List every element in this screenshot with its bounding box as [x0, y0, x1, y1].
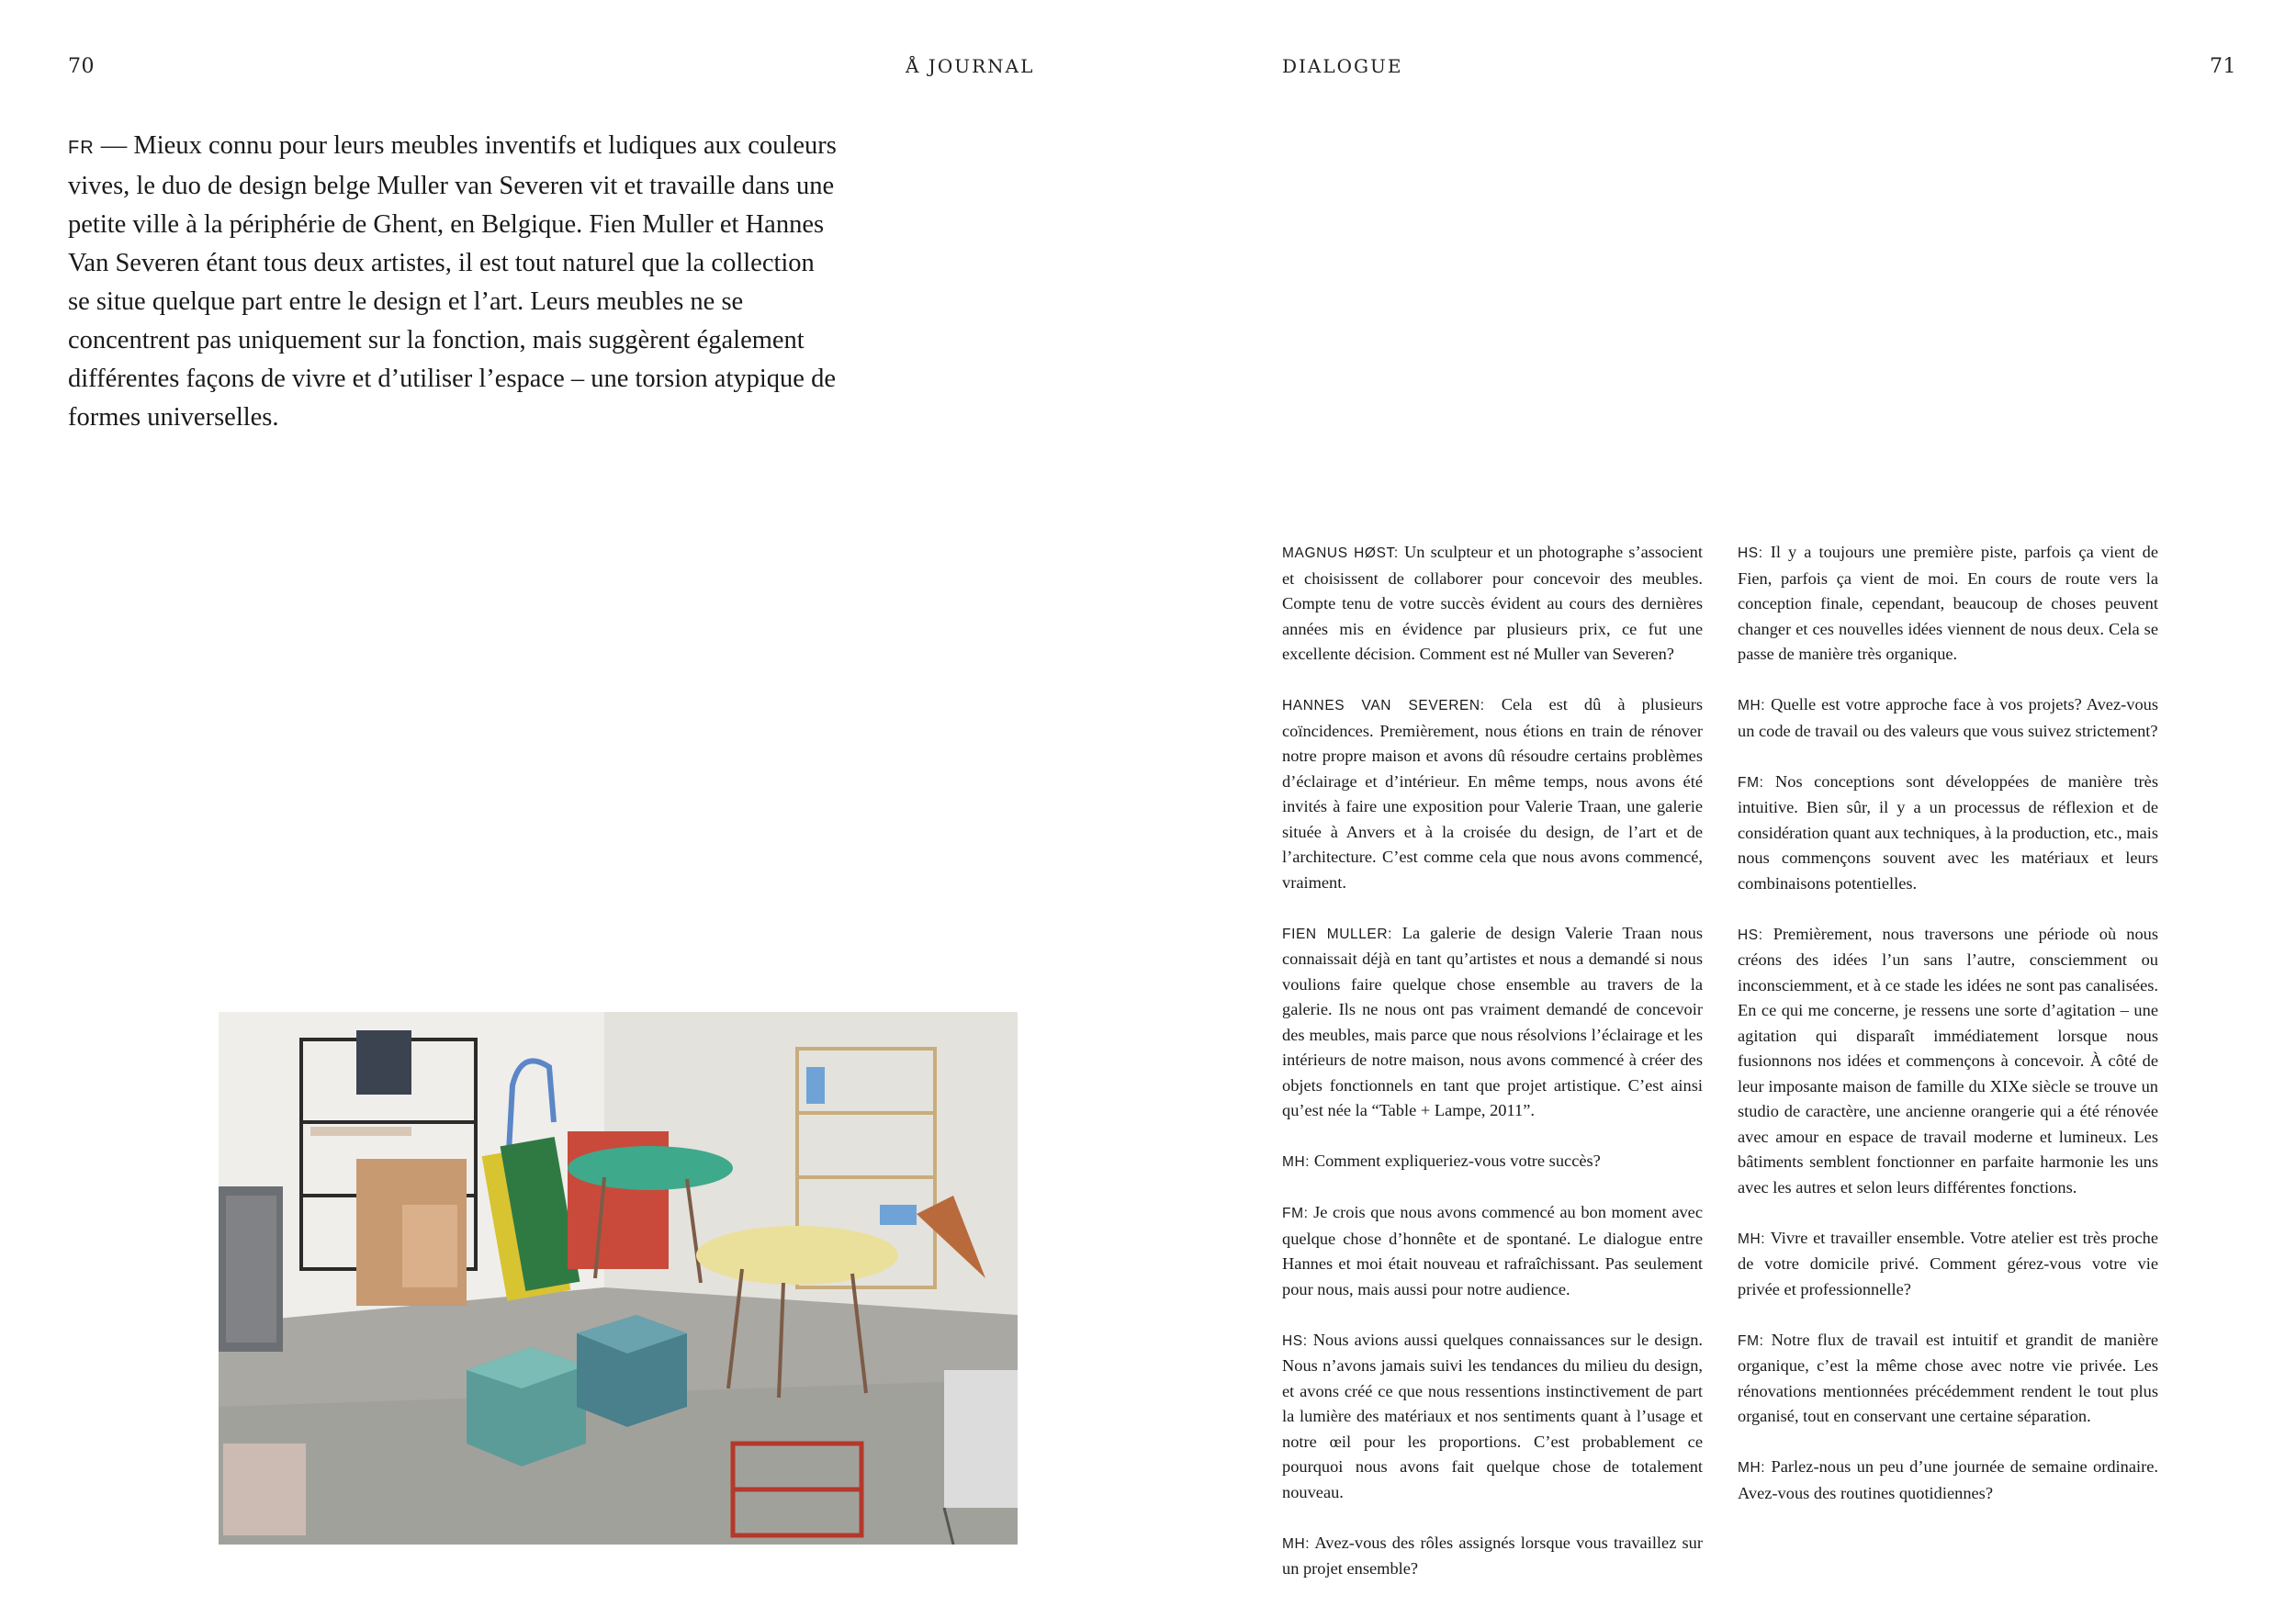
dialogue-text: Premièrement, nous traversons une période où nous créons des idées l’un sans l’autre, consciemment ou inconsciemment, et à ce stade les idées ne sont pas canalisées. En ce qui me concerne, je ressens une sorte d’agitation – une agitation qui disparaît immédiatement lorsque nous fusionnons nos idées et commençons à concevoir. À côté de leur imposante maison de famille du XIXe siècle se trouve un studio de caractère, une ancienne orangerie qui a été rénovée avec amour en espace de travail moderne et lumineux. Les bâtiments semblent fonctionner en parfaite harmonie les uns avec les autres et selon leurs différentes fonctions. [1738, 924, 2158, 1197]
dialogue-paragraph [1738, 1455, 2158, 1506]
dialogue-paragraph [1738, 692, 2158, 744]
speaker-label: HS: [1282, 1332, 1308, 1349]
left-running-head: Å JOURNAL [906, 55, 1035, 77]
right-page-number: 71 [2210, 55, 2236, 78]
dialogue-text: La galerie de design Valerie Traan nous connaissait déjà en tant qu’artistes et nous a demandé si nous voulions faire quelque chose ensemble au travers de la galerie. Ils ne nous ont pas vraiment demandé de concevoir des meubles, mais parce que nous résolvions l’éclairage et les intérieurs de notre maison, nous avons commencé à créer des objets fonctionnels en tant que projet artistique. C’est ainsi qu’est née la “Table + Lampe, 2011”. [1282, 923, 1703, 1119]
dialogue-text: Quelle est votre approche face à vos projets? Avez-vous un code de travail ou des valeurs que vous suivez strictement? [1738, 695, 2158, 740]
furniture-gallery-photo-icon [219, 1012, 1018, 1545]
gallery-photo [219, 1012, 1018, 1545]
speaker-label: MH: [1738, 1230, 1766, 1247]
dialogue-text: Je crois que nous avons commencé au bon moment avec quelque chose d’honnête et de spontané. Le dialogue entre Hannes et moi était nouveau et rafraîchissant. Pas seulement pour nous, mais aussi pour notre audience. [1282, 1203, 1703, 1298]
dialogue-text: Il y a toujours une première piste, parfois ça vient de Fien, parfois ça vient de moi. En cours de route vers la conception finale, cependant, beaucoup de choses peuvent changer et ces nouvelles idées viennent de nous deux. Cela se passe de manière très organique. [1738, 543, 2158, 663]
speaker-label: HANNES VAN SEVEREN: [1282, 698, 1485, 713]
dialogue-text: Avez-vous des rôles assignés lorsque vous travaillez sur un projet ensemble? [1282, 1533, 1703, 1578]
speaker-label: MH: [1738, 1460, 1766, 1476]
dialogue-column-2 [1738, 540, 2158, 1532]
dialogue-text: Comment expliqueriez-vous votre succès? [1310, 1152, 1601, 1170]
dialogue-text: Nos conceptions sont développées de manière très intuitive. Bien sûr, il y a un processus de réflexion et de considération quant aux techniques, à la production, etc., mais nous commençons souvent avec les matériaux et leurs combinaisons potentielles. [1738, 771, 2158, 893]
dialogue-column-1 [1282, 540, 1703, 1607]
left-page-number: 70 [68, 55, 95, 78]
intro-language-tag: FR [68, 138, 95, 158]
intro-dash: — [94, 131, 134, 160]
dialogue-paragraph [1738, 540, 2158, 668]
speaker-label: MH: [1282, 1154, 1311, 1170]
dialogue-paragraph [1282, 692, 1703, 895]
speaker-label: FIEN MULLER: [1282, 926, 1393, 942]
intro-text: Mieux connu pour leurs meubles inventifs et ludiques aux couleurs vives, le duo de design belge Muller van Severen vit et travaille dans une petite ville à la périphérie de Ghent, en Belgique. Fien Muller et Hannes Van Severen étant tous deux artistes, il est tout naturel que la collection se situe quelque part entre le design et l’art. Leurs meubles ne se concentrent pas uniquement sur la fonction, mais suggèrent également différentes façons de vivre et d’utiliser l’espace – une torsion atypique de formes universelles. [68, 131, 837, 432]
dialogue-text: Un sculpteur et un photographe s’associent et choisissent de collaborer pour concevoir des meubles. Compte tenu de votre succès évident au cours des dernières années mis en évidence par plusieurs prix, ce fut une excellente décision. Comment est né Muller van Severen? [1282, 543, 1703, 663]
dialogue-paragraph [1282, 1531, 1703, 1582]
dialogue-paragraph [1738, 922, 2158, 1201]
dialogue-text: Parlez-nous un peu d’une journée de semaine ordinaire. Avez-vous des routines quotidiennes? [1738, 1457, 2158, 1502]
speaker-label: MH: [1282, 1535, 1311, 1552]
speaker-label: FM: [1738, 1332, 1764, 1349]
speaker-label: FM: [1282, 1206, 1309, 1221]
dialogue-paragraph [1738, 1226, 2158, 1303]
dialogue-paragraph [1282, 921, 1703, 1124]
speaker-label: MH: [1738, 698, 1766, 713]
dialogue-text: Vivre et travailler ensemble. Votre atelier est très proche de votre domicile privé. Comment gérez-vous votre vie privée et professionnelle? [1738, 1228, 2158, 1298]
speaker-label: MAGNUS HØST: [1282, 545, 1399, 561]
speaker-label: HS: [1738, 927, 1763, 943]
dialogue-paragraph [1738, 770, 2158, 897]
speaker-label: FM: [1738, 774, 1764, 791]
intro-paragraph [68, 127, 839, 437]
dialogue-paragraph [1738, 1328, 2158, 1430]
dialogue-text: Nous avions aussi quelques connaissances sur le design. Nous n’avons jamais suivi les tendances du milieu du design, et avons créé ce que nous ressentions instinctivement de part la lumière des matériaux et nos sentiments quant à l’usage et notre œil pour les proportions. C’est probablement ce pourquoi nous avons fait quelque chose de totalement nouveau. [1282, 1330, 1703, 1501]
dialogue-text: Notre flux de travail est intuitif et grandit de manière organique, c’est la même chose avec notre vie privée. Les rénovations mentionnées précédemment rendent le tout plus organisé, tout en conservant une certaine séparation. [1738, 1330, 2158, 1425]
dialogue-paragraph [1282, 1200, 1703, 1302]
dialogue-text: Cela est dû à plusieurs coïncidences. Premièrement, nous étions en train de rénover notre propre maison et avons dû résoudre certains problèmes d’éclairage et d’intérieur. En même temps, nous avons été invités à faire une exposition pour Valerie Traan, une galerie située à Anvers et à la croisée du design, de l’art et de l’architecture. C’est comme cela que nous avons commencé, vraiment. [1282, 695, 1704, 892]
dialogue-paragraph [1282, 1328, 1703, 1506]
right-running-head: DIALOGUE [1282, 55, 1403, 77]
dialogue-paragraph [1282, 540, 1703, 668]
speaker-label: HS: [1738, 545, 1763, 561]
dialogue-paragraph [1282, 1149, 1703, 1175]
